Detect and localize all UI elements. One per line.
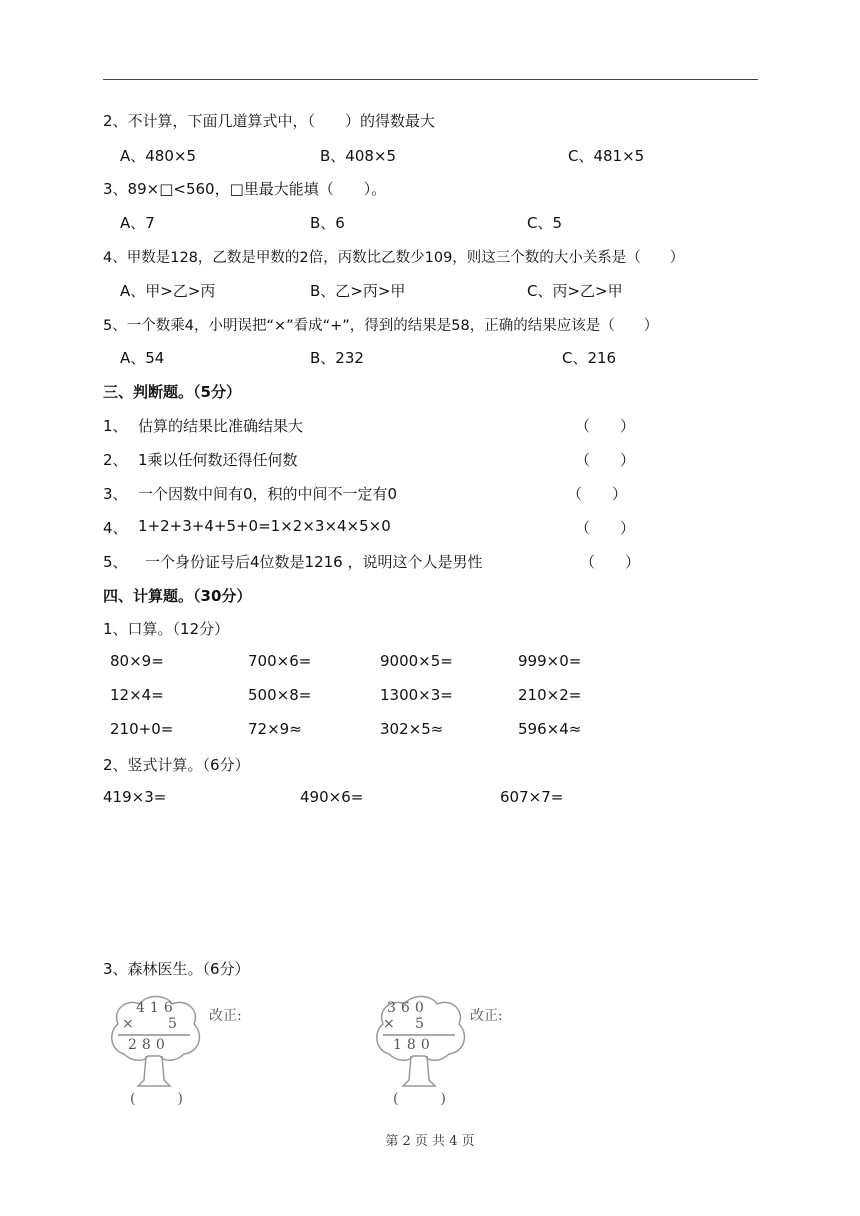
tf-item-3-num: 3、 — [103, 485, 128, 503]
tree-2-result: 180 — [393, 1037, 435, 1053]
q2-option-a: A、480×5 — [120, 147, 197, 165]
oral-title: 1、口算。（12分） — [103, 620, 230, 638]
tf-item-1-text: 估算的结果比准确结果大 — [138, 417, 304, 435]
oral-r1-c3: 9000×5= — [380, 652, 453, 670]
q2-option-b: B、408×5 — [320, 147, 397, 165]
tree-1-answer[interactable]: ( ) — [130, 1091, 183, 1107]
vertical-title: 2、竖式计算。（6分） — [103, 756, 250, 774]
tree-1-top: 416 — [136, 1000, 178, 1016]
tree-2-mult: 5 — [415, 1016, 429, 1032]
q3-stem: 3、89×□<560，□里最大能填（ ）。 — [103, 180, 387, 198]
tf-item-5-num: 5、 — [103, 553, 128, 571]
q2-stem: 2、不计算，下面几道算式中，（ ）的得数最大 — [103, 112, 436, 130]
oral-r2-c4: 210×2= — [518, 686, 582, 704]
tree-2 — [369, 992, 469, 1092]
oral-r1-c1: 80×9= — [110, 652, 164, 670]
q5-option-b: B、232 — [310, 349, 364, 367]
tree-2-top: 360 — [387, 1000, 429, 1016]
oral-r3-c4: 596×4≈ — [518, 720, 582, 738]
tree-2-fix-label: 改正: — [470, 1008, 503, 1024]
tf-item-2-num: 2、 — [103, 451, 128, 469]
tf-item-4-text: 1+2+3+4+5+0=1×2×3×4×5×0 — [138, 517, 391, 535]
q5-stem: 5、一个数乘4，小明误把“×”看成“+”，得到的结果是58，正确的结果应该是（ ） — [103, 318, 659, 334]
q4-option-c: C、丙>乙>甲 — [527, 282, 623, 300]
tf-item-2-text: 1乘以任何数还得任何数 — [138, 451, 298, 469]
vertical-item-3: 607×7= — [500, 788, 564, 806]
header-rule — [103, 79, 758, 80]
oral-r2-c3: 1300×3= — [380, 686, 453, 704]
oral-r3-c3: 302×5≈ — [380, 720, 444, 738]
tf-item-4-num: 4、 — [103, 519, 128, 537]
tf-item-1-paren[interactable]: （ ） — [575, 417, 636, 435]
q5-option-a: A、54 — [120, 349, 165, 367]
oral-r2-c1: 12×4= — [110, 686, 164, 704]
tf-item-5-paren[interactable]: （ ） — [580, 553, 641, 571]
tree-1-result: 280 — [128, 1037, 170, 1053]
oral-r1-c2: 700×6= — [248, 652, 312, 670]
q3-option-c: C、5 — [527, 214, 563, 232]
oral-r3-c2: 72×9≈ — [248, 720, 302, 738]
tf-item-3-text: 一个因数中间有0，积的中间不一定有0 — [138, 485, 398, 503]
tree-2-answer[interactable]: ( ) — [393, 1091, 446, 1107]
section4-title: 四、计算题。（30分） — [103, 587, 252, 605]
oral-r3-c1: 210+0= — [110, 720, 174, 738]
doctor-title: 3、森林医生。（6分） — [103, 960, 250, 978]
q4-option-b: B、乙>丙>甲 — [310, 282, 406, 300]
tree-1 — [104, 992, 204, 1092]
q5-option-c: C、216 — [562, 349, 617, 367]
tf-item-2-paren[interactable]: （ ） — [575, 451, 636, 469]
tf-item-4-paren[interactable]: （ ） — [575, 519, 636, 537]
tf-item-5-text: 一个身份证号后4位数是1216 ，说明这个人是男性 — [145, 553, 483, 571]
oral-r1-c4: 999×0= — [518, 652, 582, 670]
q4-option-a: A、甲>乙>丙 — [120, 282, 216, 300]
tree-1-fix-label: 改正: — [209, 1008, 242, 1024]
tree-1-sign: × — [122, 1016, 139, 1032]
tf-item-3-paren[interactable]: （ ） — [567, 485, 628, 503]
tf-item-1-num: 1、 — [103, 417, 128, 435]
oral-r2-c2: 500×8= — [248, 686, 312, 704]
q3-option-a: A、7 — [120, 214, 155, 232]
q2-option-c: C、481×5 — [568, 147, 645, 165]
q3-option-b: B、6 — [310, 214, 345, 232]
tree-2-sign: × — [383, 1016, 400, 1032]
vertical-item-1: 419×3= — [103, 788, 167, 806]
tree-1-mult: 5 — [168, 1016, 182, 1032]
vertical-item-2: 490×6= — [300, 788, 364, 806]
page-footer: 第 2 页 共 4 页 — [385, 1134, 475, 1149]
section3-title: 三、判断题。（5分） — [103, 383, 241, 401]
q4-stem: 4、甲数是128，乙数是甲数的2倍，丙数比乙数少109，则这三个数的大小关系是（ ） — [103, 250, 685, 266]
